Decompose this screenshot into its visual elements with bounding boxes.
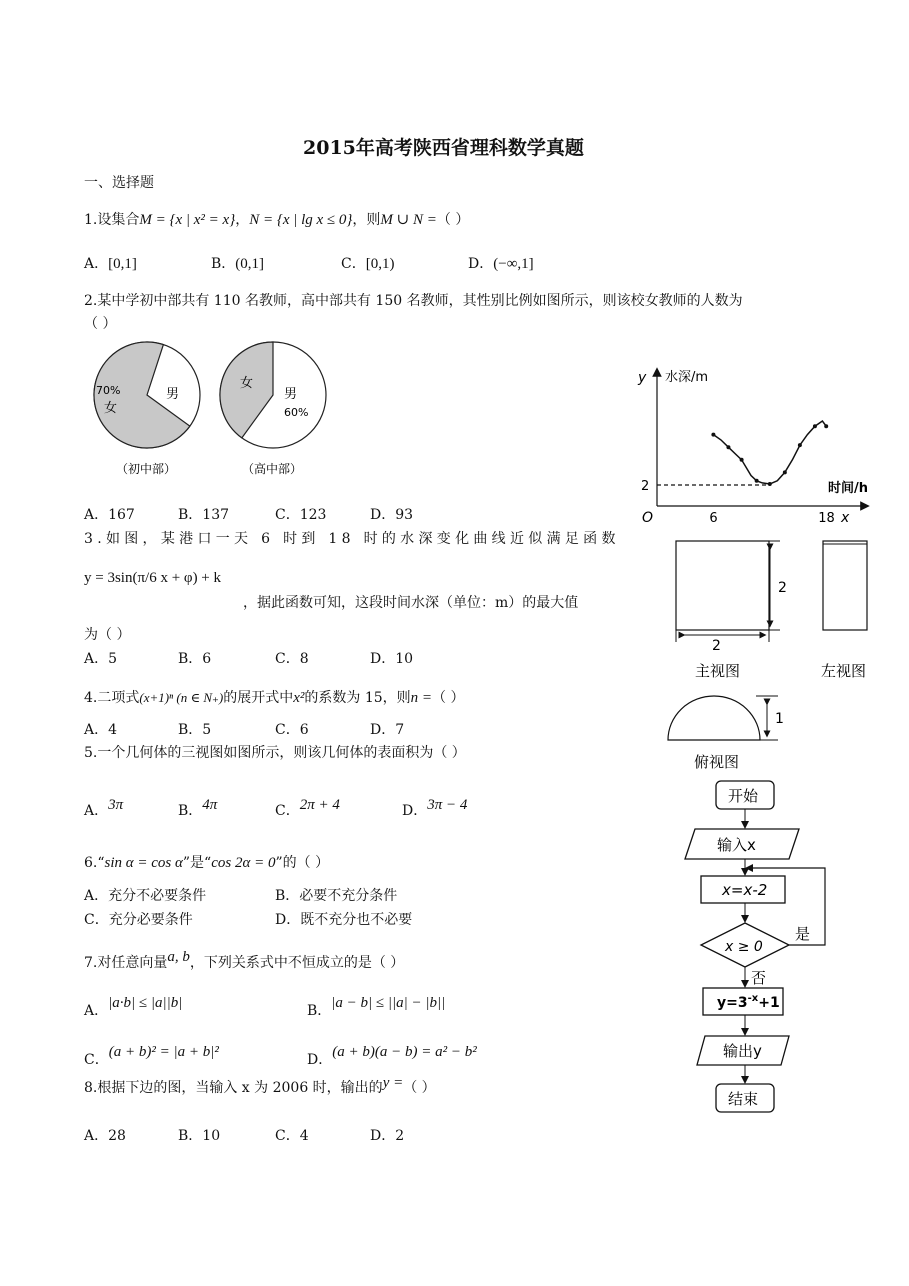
q8-option-c: C．4: [275, 1128, 309, 1144]
q3-line2: ，据此函数可知，这段时间水深（单位：m）的最大值: [243, 595, 579, 611]
flowchart: [675, 775, 835, 1120]
question-1: [84, 209, 469, 229]
q8-ask: y =: [382, 1075, 404, 1091]
q4-ask: n =: [410, 690, 433, 706]
q5-text: 5.一个几何体的三视图如图所示，则该几何体的表面积为（ ）: [84, 745, 466, 761]
pie-senior-male-label: 男: [284, 387, 298, 402]
water-depth-chart: [625, 362, 885, 532]
flow-output-label: 输出y: [723, 1042, 762, 1060]
top-height-label: 1: [775, 711, 784, 727]
q4-formula: (x+1)ⁿ (n ∈ N₊): [139, 690, 224, 705]
depth-point: [755, 479, 759, 483]
q4-option-b: B．5: [178, 722, 212, 738]
three-views: [660, 535, 900, 780]
flow-condition-label: x ≥ 0: [725, 939, 763, 955]
q2-option-a: A．167: [84, 507, 135, 523]
q7-vectors: a, b: [167, 949, 190, 965]
pie-junior-percent: 70%: [96, 384, 121, 397]
depth-curve: [713, 421, 826, 484]
q3-option-a: A．5: [84, 651, 118, 667]
q8-option-b: B．10: [178, 1128, 221, 1144]
pie-junior-female-label: 女: [104, 401, 118, 416]
q1-option-a: A．[0,1]: [84, 256, 137, 272]
question-8: [84, 1077, 436, 1097]
q3-line1: 3.如图，某港口一天 6 时到 18 时的水深变化曲线近似满足函数: [84, 531, 620, 547]
x-tick-18: 18: [818, 511, 835, 526]
top-view: [668, 696, 760, 740]
q6-option-a: A．充分不必要条件: [84, 888, 207, 904]
q4-option-d: D．7: [370, 722, 405, 738]
question-6: [84, 852, 329, 872]
side-view-label: 左视图: [821, 662, 867, 680]
pie-senior-female-label: 女: [240, 376, 254, 391]
q6-mid: ”是“: [182, 855, 212, 871]
q7-suffix: ，下列关系式中不恒成立的是（ ）: [189, 955, 405, 971]
q8-option-a: A．28: [84, 1128, 126, 1144]
q6-suffix: ”的（ ）: [275, 855, 330, 871]
flow-start-label: 开始: [728, 787, 759, 805]
q3-option-c: C．8: [275, 651, 309, 667]
top-view-label: 俯视图: [694, 753, 740, 771]
flow-calc-label: $y=3^{-x}+1$: [717, 993, 780, 1011]
section-heading: 一、选择题: [84, 175, 154, 191]
q7-option-a: A．|a·b| ≤ |a||b|: [84, 995, 183, 1019]
flow-yes-label: 是: [795, 925, 811, 943]
q4-option-a: A．4: [84, 722, 118, 738]
x-tick-6: 6: [709, 511, 718, 526]
q4-suffix: 的系数为 15，则: [304, 690, 411, 706]
flow-end-label: 结束: [728, 1090, 759, 1108]
q4-prefix: 4.二项式: [84, 690, 140, 706]
q4-blank: （ ）: [432, 690, 465, 706]
y-axis-letter: y: [638, 370, 647, 386]
pie-senior-caption: （高中部）: [242, 462, 303, 476]
q1-ask: M ∪ N =: [380, 212, 437, 228]
q1-set-n: N = {x | lg x ≤ 0}: [249, 212, 353, 228]
q2-blank: （ ）: [84, 316, 117, 332]
q1-comma: ，: [235, 212, 250, 228]
flow-input-label: 输入x: [717, 836, 756, 854]
depth-point: [824, 424, 828, 428]
pie-senior: [220, 342, 326, 476]
q8-prefix: 8.根据下边的图，当输入 x 为 2006 时，输出的: [84, 1080, 383, 1096]
q1-option-d: D．(−∞,1]: [468, 256, 534, 272]
pie-charts: [84, 340, 344, 485]
q5-option-c: C．2π + 4: [275, 797, 340, 819]
question-7: [84, 949, 405, 972]
depth-point: [813, 424, 817, 428]
pie-junior-male-label: 男: [166, 387, 180, 402]
q2-option-c: C．123: [275, 507, 327, 523]
front-width-label: 2: [712, 638, 721, 654]
front-view: [676, 541, 769, 630]
front-height-label: 2: [778, 580, 787, 596]
q5-option-b: B．4π: [178, 797, 218, 819]
y-tick-2: 2: [641, 479, 650, 494]
q6-option-b: B．必要不充分条件: [275, 888, 398, 904]
q7-option-c: C．(a + b)² = |a + b|²: [84, 1044, 219, 1068]
q7-prefix: 7.对任意向量: [84, 955, 168, 971]
page-title: 2015年高考陕西省理科数学真题: [303, 137, 584, 159]
depth-point: [711, 433, 715, 437]
q8-blank: （ ）: [403, 1080, 436, 1096]
q3-option-b: B．6: [178, 651, 212, 667]
q3-line3: 为（ ）: [84, 627, 131, 643]
question-4: [84, 687, 464, 707]
pie-senior-percent: 60%: [284, 406, 309, 419]
q4-mid: 的展开式中: [223, 690, 294, 706]
q1-prefix: 1.设集合: [84, 212, 140, 228]
q1-blank: （ ）: [436, 212, 470, 228]
q1-option-c: C．[0,1): [341, 256, 395, 272]
q5-option-d: D．3π − 4: [402, 797, 468, 819]
origin-label: O: [642, 510, 654, 526]
side-view: [823, 541, 867, 630]
q2-text: 2.某中学初中部共有 110 名教师，高中部共有 150 名教师，其性别比例如图所示，则该校女教师的人数为: [84, 293, 743, 309]
q1-then: ，则: [352, 212, 381, 228]
q6-condition-1: sin α = cos α: [104, 855, 183, 871]
q6-option-c: C．充分必要条件: [84, 912, 193, 928]
depth-point: [768, 482, 772, 486]
q3-formula: y = 3sin(π/6 x + φ) + k: [84, 570, 222, 586]
y-axis-label: 水深/m: [665, 370, 709, 385]
q6-prefix: 6.“: [84, 855, 105, 871]
q3-option-d: D．10: [370, 651, 414, 667]
flow-no-label: 否: [751, 969, 767, 987]
q2-option-d: D．93: [370, 507, 414, 523]
q7-option-d: D．(a + b)(a − b) = a² − b²: [307, 1044, 477, 1068]
q5-option-a: A．3π: [84, 797, 124, 819]
front-view-label: 主视图: [695, 662, 741, 680]
depth-point: [726, 445, 730, 449]
depth-point: [740, 458, 744, 462]
q7-option-b: B．|a − b| ≤ ||a| − |b||: [307, 995, 446, 1019]
q4-option-c: C．6: [275, 722, 309, 738]
depth-point: [798, 443, 802, 447]
q1-option-b: B．(0,1]: [211, 256, 265, 272]
q8-option-d: D．2: [370, 1128, 405, 1144]
flow-step-label: x=x-2: [722, 881, 768, 899]
depth-point: [783, 470, 787, 474]
x-axis-letter: x: [841, 510, 850, 526]
pie-junior: [94, 342, 200, 476]
x-axis-label: 时间/h: [828, 481, 869, 496]
pie-junior-caption: （初中部）: [116, 462, 177, 476]
q1-set-m: M = {x | x² = x}: [139, 212, 236, 228]
q4-term: x²: [293, 690, 305, 706]
q2-option-b: B．137: [178, 507, 230, 523]
q6-condition-2: cos 2α = 0: [211, 855, 276, 871]
depth-points: [711, 424, 828, 486]
q6-option-d: D．既不充分也不必要: [275, 912, 413, 928]
